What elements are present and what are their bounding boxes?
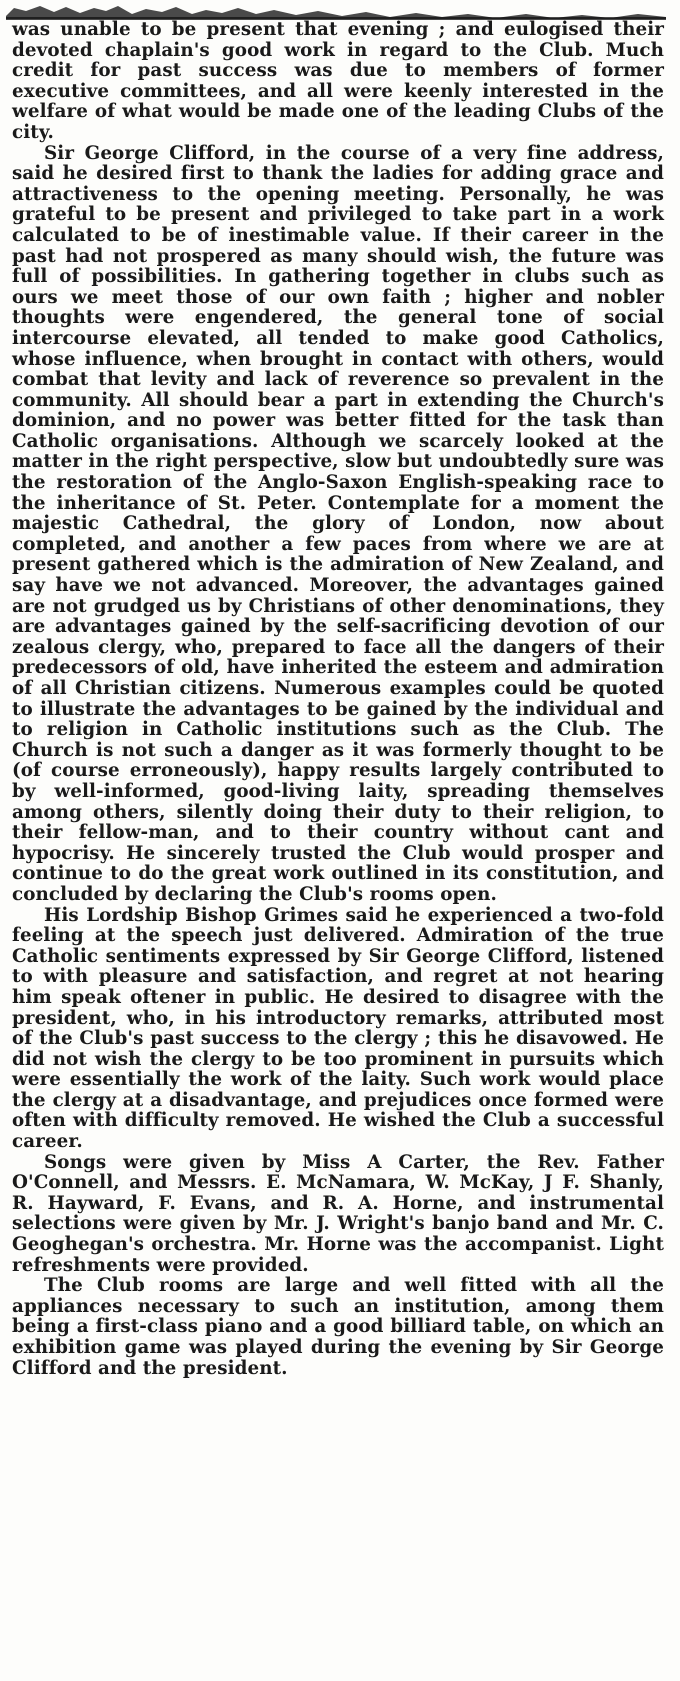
paragraph-continuation: was unable to be present that evening ; and eulogised their devoted chaplain's good work in regard to the Club. Much credit for past success was due to members of former executive committees, and all were keenly interested in the welfare of what would be made one of the leading Clubs of the city. <box>12 19 664 143</box>
article-body <box>0 20 672 1379</box>
torn-header-strip <box>6 2 666 20</box>
paragraph-sir-george-address: Sir George Clifford, in the course of a very fine address, said he desired first to thank the ladies for adding grace and attractiveness to the opening meeting. Personally, he was grateful to be present and privileged to take part in a work calculated to be of inestimable value. If their career in the past had not prospered as many should wish, the future was full of possibilities. In gathering together in clubs such as ours we meet those of our own faith ; higher and nobler thoughts were engendered, the general tone of social intercourse elevated, all tended to make good Catholics, whose influence, when brought in contact with others, would combat that levity and lack of reverence so prevalent in the community. All should bear a part in extending the Church's dominion, and no power was better fitted for the task than Catholic organisations. Although we scarcely looked at the matter in the right perspective, slow but undoubtedly sure was the restoration of the Anglo-Saxon English-speaking race to the inheritance of St. Peter. Contemplate for a moment the majestic Cathedral, the glory of London, now about completed, and another a few paces from where we are at present gathered which is the admiration of New Zealand, and say have we not advanced. Moreover, the advantages gained are not grudged us by Christians of other denominations, they are advantages gained by the self-sacrificing devotion of our zealous clergy, who, prepared to face all the dangers of their predecessors of old, have inherited the esteem and admiration of all Christian citizens. Numerous examples could be quoted to illustrate the advantages to be gained by the individual and to religion in Catholic institutions such as the Club. The Church is not such a danger as it was formerly thought to be (of course erroneously), happy results largely contributed to by well-informed, good-living laity, spreading themselves among others, silently doing their duty to their religion, to their fellow-man, and to their country without cant and hypocrisy. He sincerely trusted the Club would prosper and continue to do the great work outlined in its constitution, and concluded by declaring the Club's rooms open. <box>12 142 664 905</box>
paragraph-club-rooms: The Club rooms are large and well fitted with all the appliances necessary to such an institution, among them being a first-class piano and a good billiard table, on which an exhibition game was played during the evening by Sir George Clifford and the president. <box>12 1275 664 1379</box>
paragraph-songs: Songs were given by Miss A Carter, the Rev. Father O'Connell, and Messrs. E. McNamara, W. McKay, J F. Shanly, R. Hayward, F. Evans, and R. A. Horne, and instrumental selections were given by Mr. J. Wright's banjo band and Mr. C. Geoghegan's orchestra. Mr. Horne was the accompanist. Light refreshments were provided. <box>12 1151 664 1276</box>
paragraph-bishop-grimes: His Lordship Bishop Grimes said he experienced a two-fold feeling at the speech just delivered. Admiration of the true Catholic sentiments expressed by Sir George Clifford, listened to with pleasure and satisfaction, and regret at not hearing him speak oftener in public. He desired to disagree with the president, who, in his introductory remarks, attributed most of the Club's past success to the clergy ; this he disavowed. He did not wish the clergy to be too prominent in pursuits which were essentially the work of the laity. Such work would place the clergy at a disadvantage, and prejudices once formed were often with difficulty removed. He wished the Club a successful career. <box>12 904 664 1153</box>
